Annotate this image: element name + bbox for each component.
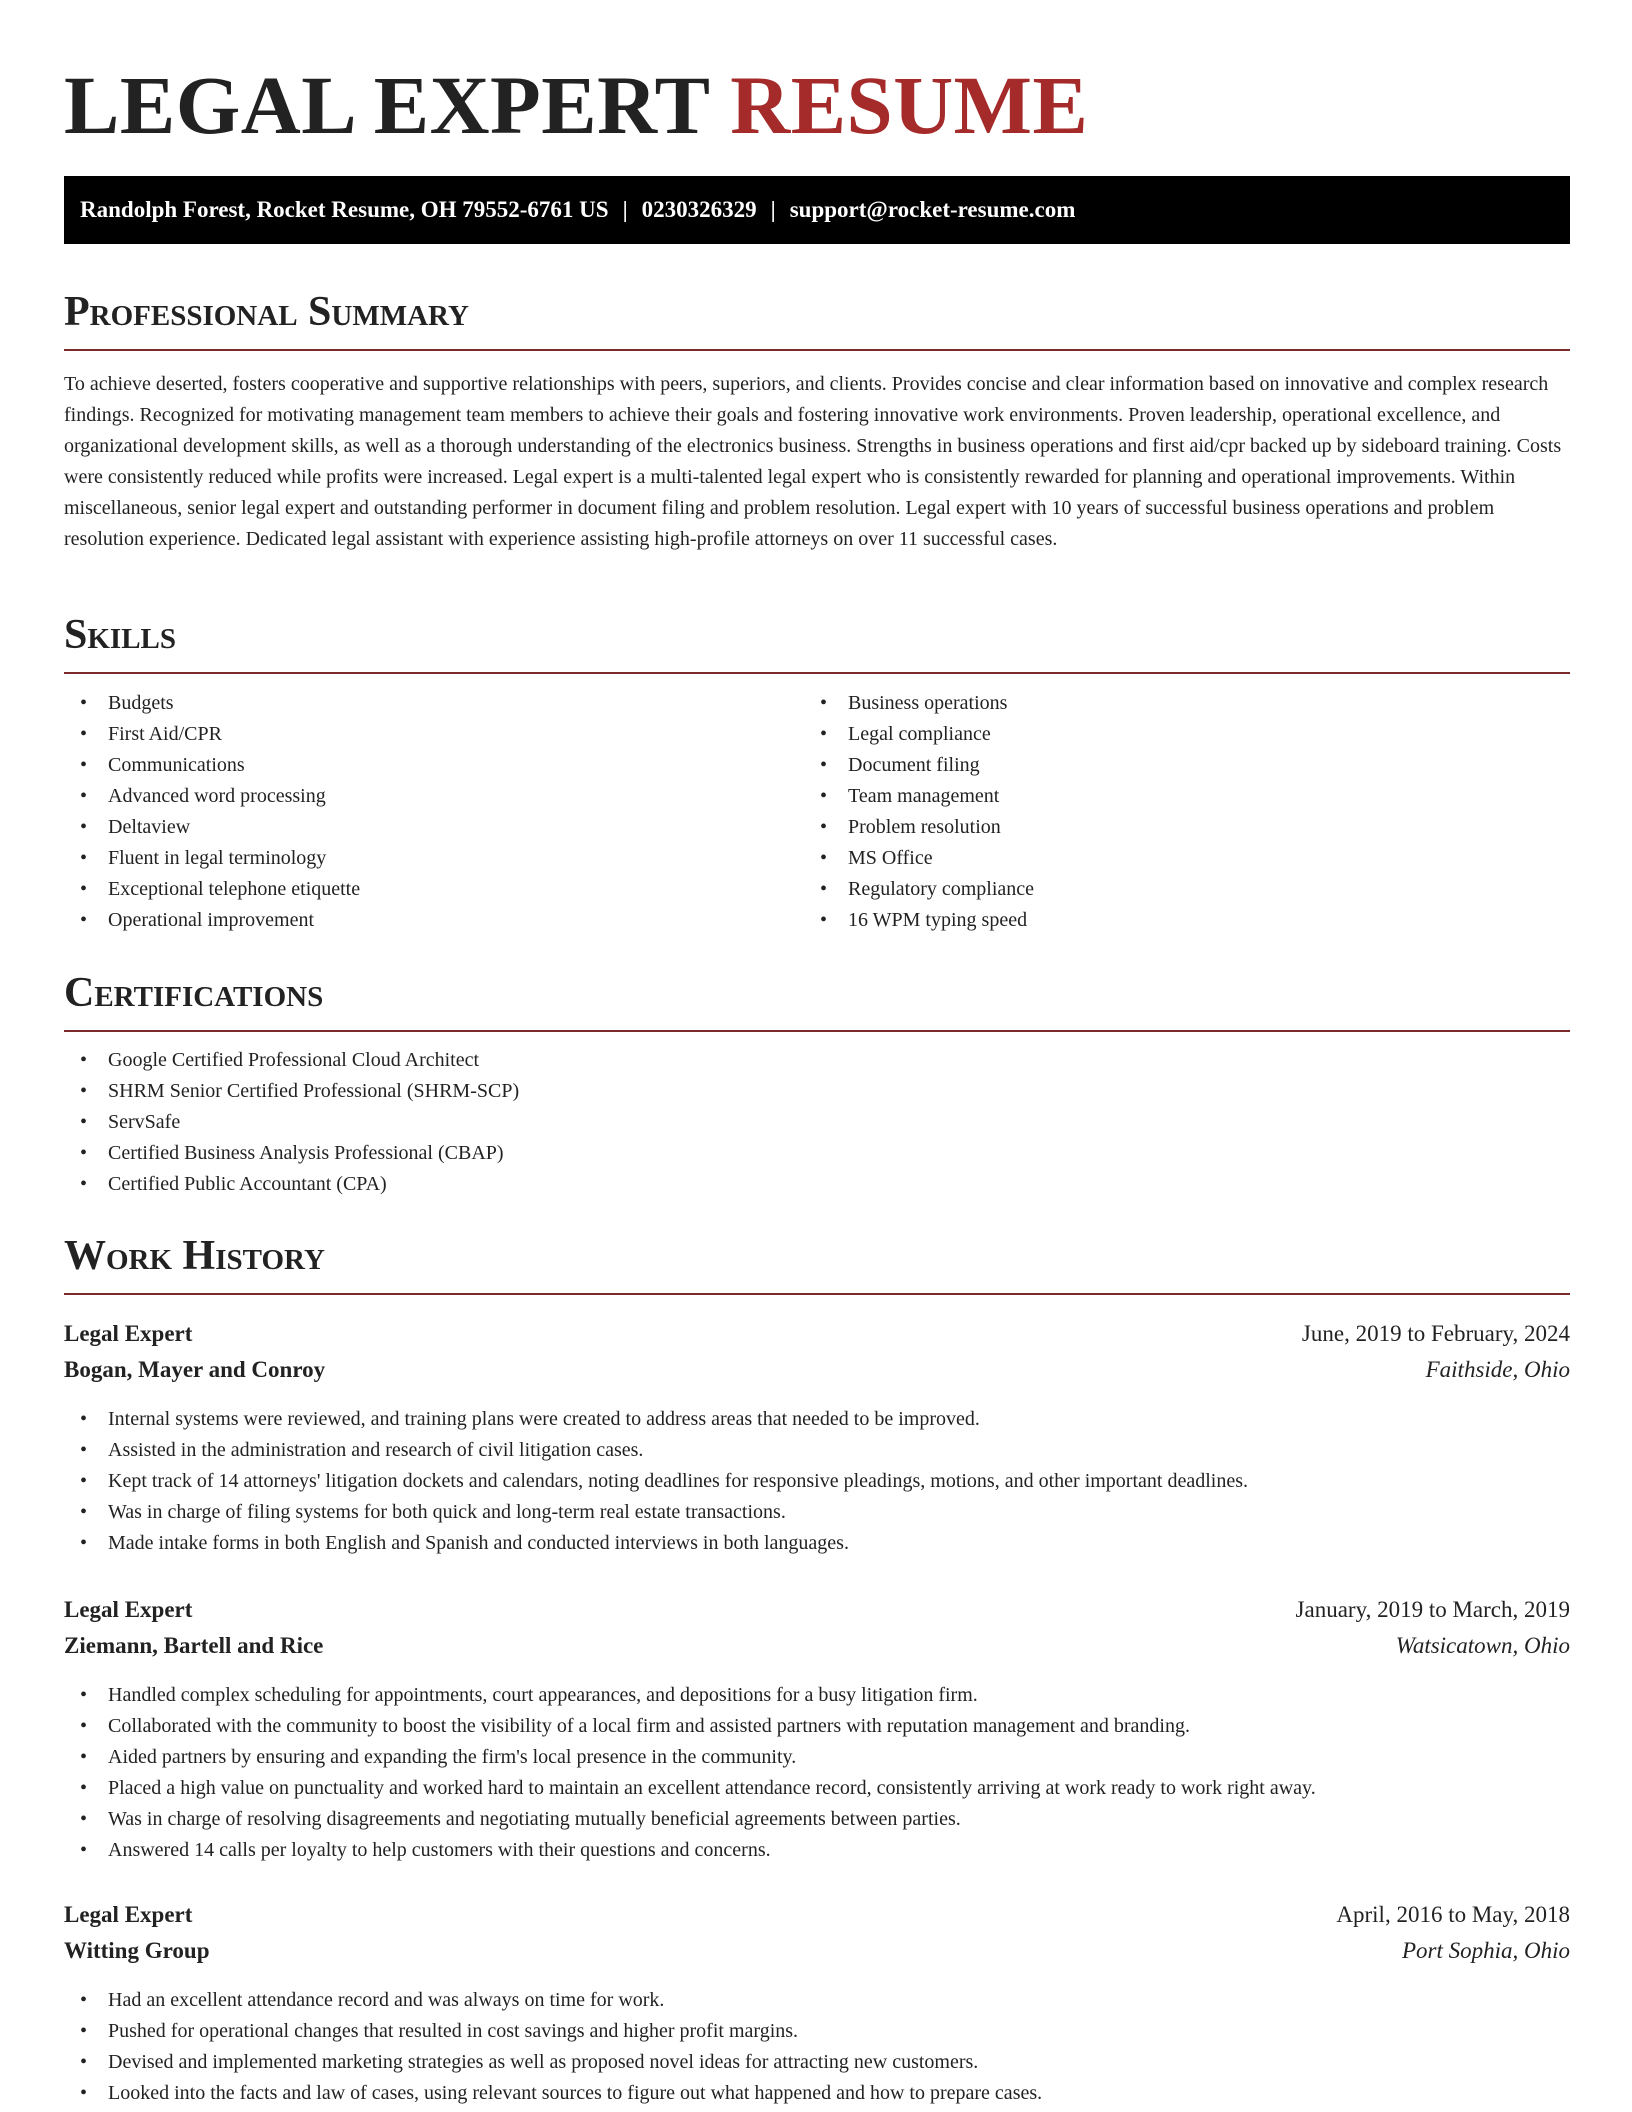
certification-item: • SHRM Senior Certified Professional (SHRM-SCP) — [64, 1076, 519, 1107]
job-subheader — [64, 1933, 1570, 1969]
job-bullet: • Placed a high value on punctuality and worked hard to maintain an excellent attendance record, consistently arriving at work ready to work right away. — [64, 1773, 1316, 1804]
job-title: Legal Expert — [64, 1321, 193, 1346]
job-header — [64, 1316, 1570, 1352]
certification-item: • Google Certified Professional Cloud Architect — [64, 1045, 519, 1076]
section-divider — [64, 349, 1570, 351]
skill-item: • Regulatory compliance — [804, 874, 1034, 905]
skill-item: • Communications — [64, 750, 360, 781]
job-subheader — [64, 1628, 1570, 1664]
skills-list-right — [804, 688, 1034, 936]
job-bullet: • Kept track of 14 attorneys' litigation dockets and calendars, noting deadlines for responsive pleadings, motions, and other important deadlines. — [64, 1466, 1248, 1497]
job-title: Legal Expert — [64, 1902, 193, 1927]
skill-item: • Business operations — [804, 688, 1034, 719]
job-bullets — [64, 1680, 1316, 1866]
job-bullet: • Assisted in the administration and research of civil litigation cases. — [64, 1435, 1248, 1466]
skill-item: • Budgets — [64, 688, 360, 719]
skills-list-left — [64, 688, 360, 936]
job-header — [64, 1897, 1570, 1933]
skill-item: • Problem resolution — [804, 812, 1034, 843]
job-bullet: • Had an excellent attendance record and was always on time for work. — [64, 1985, 1042, 2016]
skill-item: • Deltaview — [64, 812, 360, 843]
job-location: Faithside, Ohio — [1425, 1357, 1570, 1382]
job-bullet: • Handled complex scheduling for appointments, court appearances, and depositions for a busy litigation firm. — [64, 1680, 1316, 1711]
skill-item: • Document filing — [804, 750, 1034, 781]
job-dates: April, 2016 to May, 2018 — [1336, 1902, 1570, 1927]
skill-item: • First Aid/CPR — [64, 719, 360, 750]
job-bullet: • Was in charge of filing systems for both quick and long-term real estate transactions. — [64, 1497, 1248, 1528]
skill-item: • MS Office — [804, 843, 1034, 874]
job-bullet: • Pushed for operational changes that resulted in cost savings and higher profit margins. — [64, 2016, 1042, 2047]
contact-email[interactable]: support@rocket-resume.com — [789, 197, 1076, 222]
section-divider — [64, 1293, 1570, 1295]
skill-item: • Team management — [804, 781, 1034, 812]
job-header — [64, 1592, 1570, 1628]
contact-phone[interactable]: 0230326329 — [641, 197, 757, 222]
certification-item: • Certified Business Analysis Professional (CBAP) — [64, 1138, 519, 1169]
job-bullet: • Devised and implemented marketing strategies as well as proposed novel ideas for attracting new customers. — [64, 2047, 1042, 2078]
section-divider — [64, 672, 1570, 674]
section-heading-certifications: Certifications — [64, 970, 324, 1016]
job-bullets — [64, 1404, 1248, 1559]
job-bullet: • Was in charge of resolving disagreements and negotiating mutually beneficial agreements between parties. — [64, 1804, 1316, 1835]
contact-separator: | — [622, 197, 628, 222]
job-subheader — [64, 1352, 1570, 1388]
section-divider — [64, 1030, 1570, 1032]
skill-item: • Legal compliance — [804, 719, 1034, 750]
certifications-list — [64, 1045, 519, 1200]
certification-item: • Certified Public Accountant (CPA) — [64, 1169, 519, 1200]
summary-text: To achieve deserted, fosters cooperative and supportive relationships with peers, superiors, and clients. Provides concise and clear information based on innovative and complex research findings. Recognized for motivating management team members to achieve their goals and fostering innovative work environments. Proven leadership, operational excellence, and organizational development skills, as well as a thorough understanding of the electronics business. Strengths in business operations and first aid/cpr backed up by sideboard training. Costs were consistently reduced while profits were increased. Legal expert is a multi-talented legal expert who is consistently rewarded for planning and operational improvements. Within miscellaneous, senior legal expert and outstanding performer in document filing and problem resolution. Legal expert with 10 years of successful business operations and problem resolution experience. Dedicated legal assistant with experience assisting high-profile attorneys on over 11 successful cases. — [64, 373, 1562, 550]
job-company: Witting Group — [64, 1938, 210, 1963]
skill-item: • Advanced word processing — [64, 781, 360, 812]
contact-bar — [64, 176, 1570, 244]
skill-item: • 16 WPM typing speed — [804, 905, 1034, 936]
certification-item: • ServSafe — [64, 1107, 519, 1138]
job-location: Watsicatown, Ohio — [1395, 1633, 1570, 1658]
skill-item: • Operational improvement — [64, 905, 360, 936]
job-bullet: • Aided partners by ensuring and expanding the firm's local presence in the community. — [64, 1742, 1316, 1773]
job-company: Ziemann, Bartell and Rice — [64, 1633, 324, 1658]
contact-separator: | — [770, 197, 776, 222]
job-dates: January, 2019 to March, 2019 — [1295, 1597, 1570, 1622]
job-company: Bogan, Mayer and Conroy — [64, 1357, 326, 1382]
job-dates: June, 2019 to February, 2024 — [1301, 1321, 1570, 1346]
section-heading-work-history: Work History — [64, 1233, 325, 1279]
resume-title — [64, 55, 1088, 155]
skill-item: • Exceptional telephone etiquette — [64, 874, 360, 905]
resume-title-main: LEGAL EXPERT — [64, 59, 709, 151]
job-title: Legal Expert — [64, 1597, 193, 1622]
job-bullet: • Looked into the facts and law of cases, using relevant sources to figure out what happened and how to prepare cases. — [64, 2078, 1042, 2109]
job-bullet: • Internal systems were reviewed, and training plans were created to address areas that needed to be improved. — [64, 1404, 1248, 1435]
section-heading-skills: Skills — [64, 612, 177, 658]
skill-item: • Fluent in legal terminology — [64, 843, 360, 874]
contact-address: Randolph Forest, Rocket Resume, OH 79552-6761 US — [80, 197, 609, 222]
resume-title-accent: RESUME — [730, 59, 1089, 151]
job-bullet: • Collaborated with the community to boost the visibility of a local firm and assisted partners with reputation management and branding. — [64, 1711, 1316, 1742]
section-heading-summary: Professional Summary — [64, 289, 469, 335]
job-bullet: • Made intake forms in both English and Spanish and conducted interviews in both languages. — [64, 1528, 1248, 1559]
job-bullet: • Answered 14 calls per loyalty to help customers with their questions and concerns. — [64, 1835, 1316, 1866]
job-bullets — [64, 1985, 1042, 2109]
job-location: Port Sophia, Ohio — [1401, 1938, 1570, 1963]
